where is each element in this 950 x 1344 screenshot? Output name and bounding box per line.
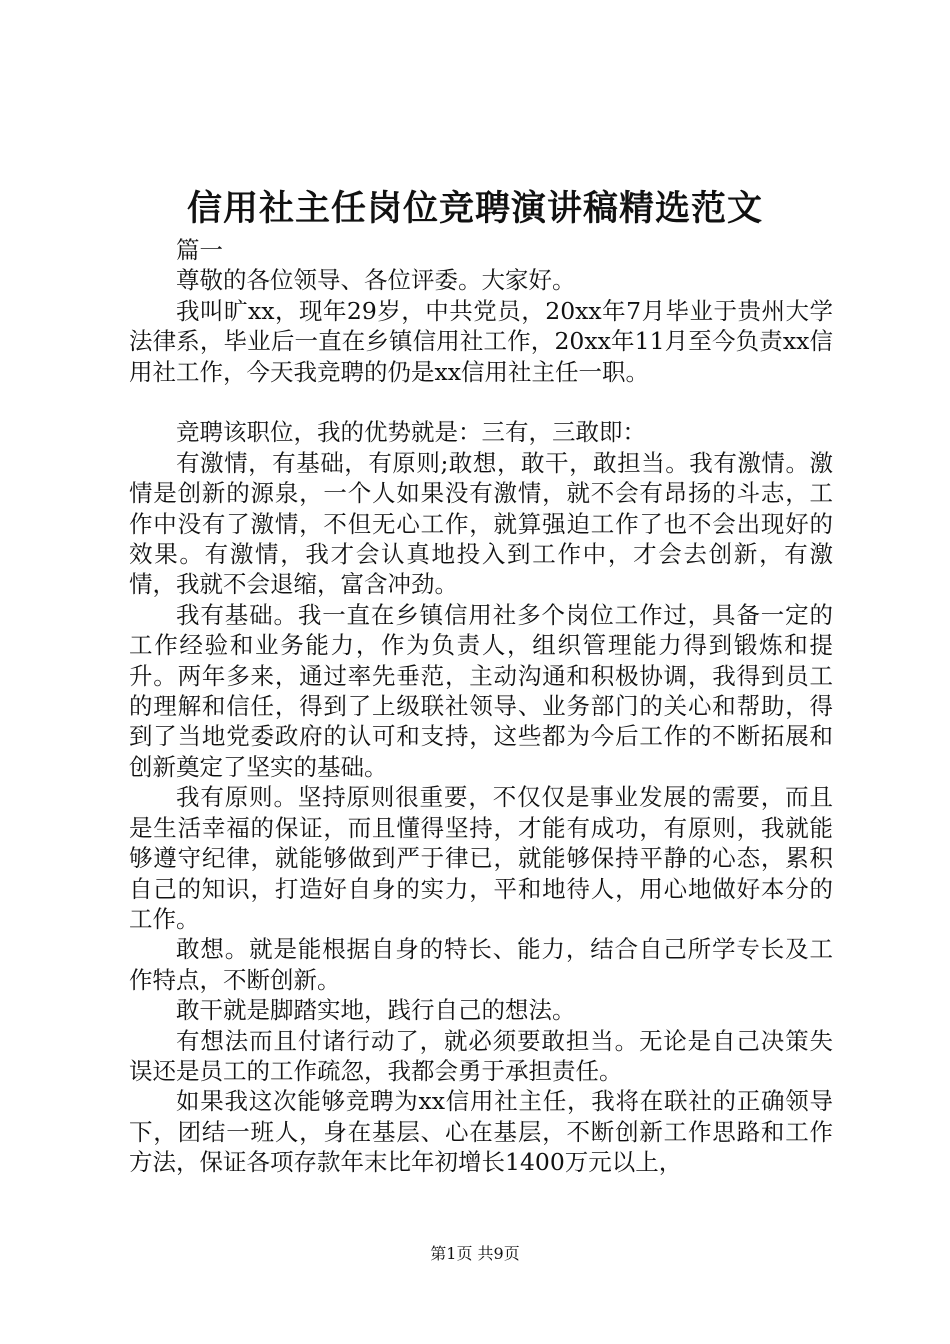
section-heading: 篇一 [176, 236, 223, 264]
principle-paragraph: 我有原则。坚持原则很重要，不仅仅是事业发展的需要，而且是生活幸福的保证，而且懂得坚持，才能有成功，有原则，我就能够遵守纪律，就能够做到严于律已，就能够保持平静的心态，累积自己的知识，打造好自身的实力，平和地待人，用心地做好本分的工作。 [129, 783, 833, 933]
passion-paragraph: 有激情，有基础，有原则;敢想，敢干，敢担当。我有激情。激情是创新的源泉，一个人如果没有激情，就不会有昂扬的斗志，工作中没有了激情，不但无心工作，就算强迫工作了也不会出现好的效果。有激情，我才会认真地投入到工作中，才会去创新，有激情，我就不会退缩，富含冲劲。 [129, 448, 833, 599]
dare-do-paragraph: 敢干就是脚踏实地，践行自己的想法。 [176, 996, 576, 1025]
salutation-paragraph: 尊敬的各位领导、各位评委。大家好。 [176, 266, 576, 295]
advantages-paragraph: 竞聘该职位，我的优势就是：三有，三敢即： [176, 418, 646, 447]
dare-think-paragraph: 敢想。就是能根据自身的特长、能力，结合自己所学专长及工作特点，不断创新。 [129, 935, 833, 994]
plan-paragraph: 如果我这次能够竞聘为xx信用社主任，我将在联社的正确领导下，团结一班人，身在基层、心在基层，不断创新工作思路和工作方法，保证各项存款年末比年初增长1400万元以上， [129, 1087, 833, 1177]
intro-paragraph: 我叫旷xx，现年29岁，中共党员，20xx年7月毕业于贵州大学法律系，毕业后一直在乡镇信用社工作，20xx年11月至今负责xx信用社工作，今天我竞聘的仍是xx信用社主任一职。 [129, 296, 833, 386]
document-title: 信用社主任岗位竞聘演讲稿精选范文 [186, 188, 763, 229]
page-number-footer: 第1页 共9页 [430, 1244, 520, 1263]
foundation-paragraph: 我有基础。我一直在乡镇信用社多个岗位工作过，具备一定的工作经验和业务能力，作为负责人，组织管理能力得到锻炼和提升。两年多来，通过率先垂范，主动沟通和积极协调，我得到员工的理解和信任，得到了上级联社领导、业务部门的关心和帮助，得到了当地党委政府的认可和支持，这些都为今后工作的不断拓展和创新奠定了坚实的基础。 [129, 600, 833, 781]
dare-responsibility-paragraph: 有想法而且付诸行动了，就必须要敢担当。无论是自己决策失误还是员工的工作疏忽，我都会勇于承担责任。 [129, 1026, 833, 1085]
document-body [129, 235, 833, 1178]
